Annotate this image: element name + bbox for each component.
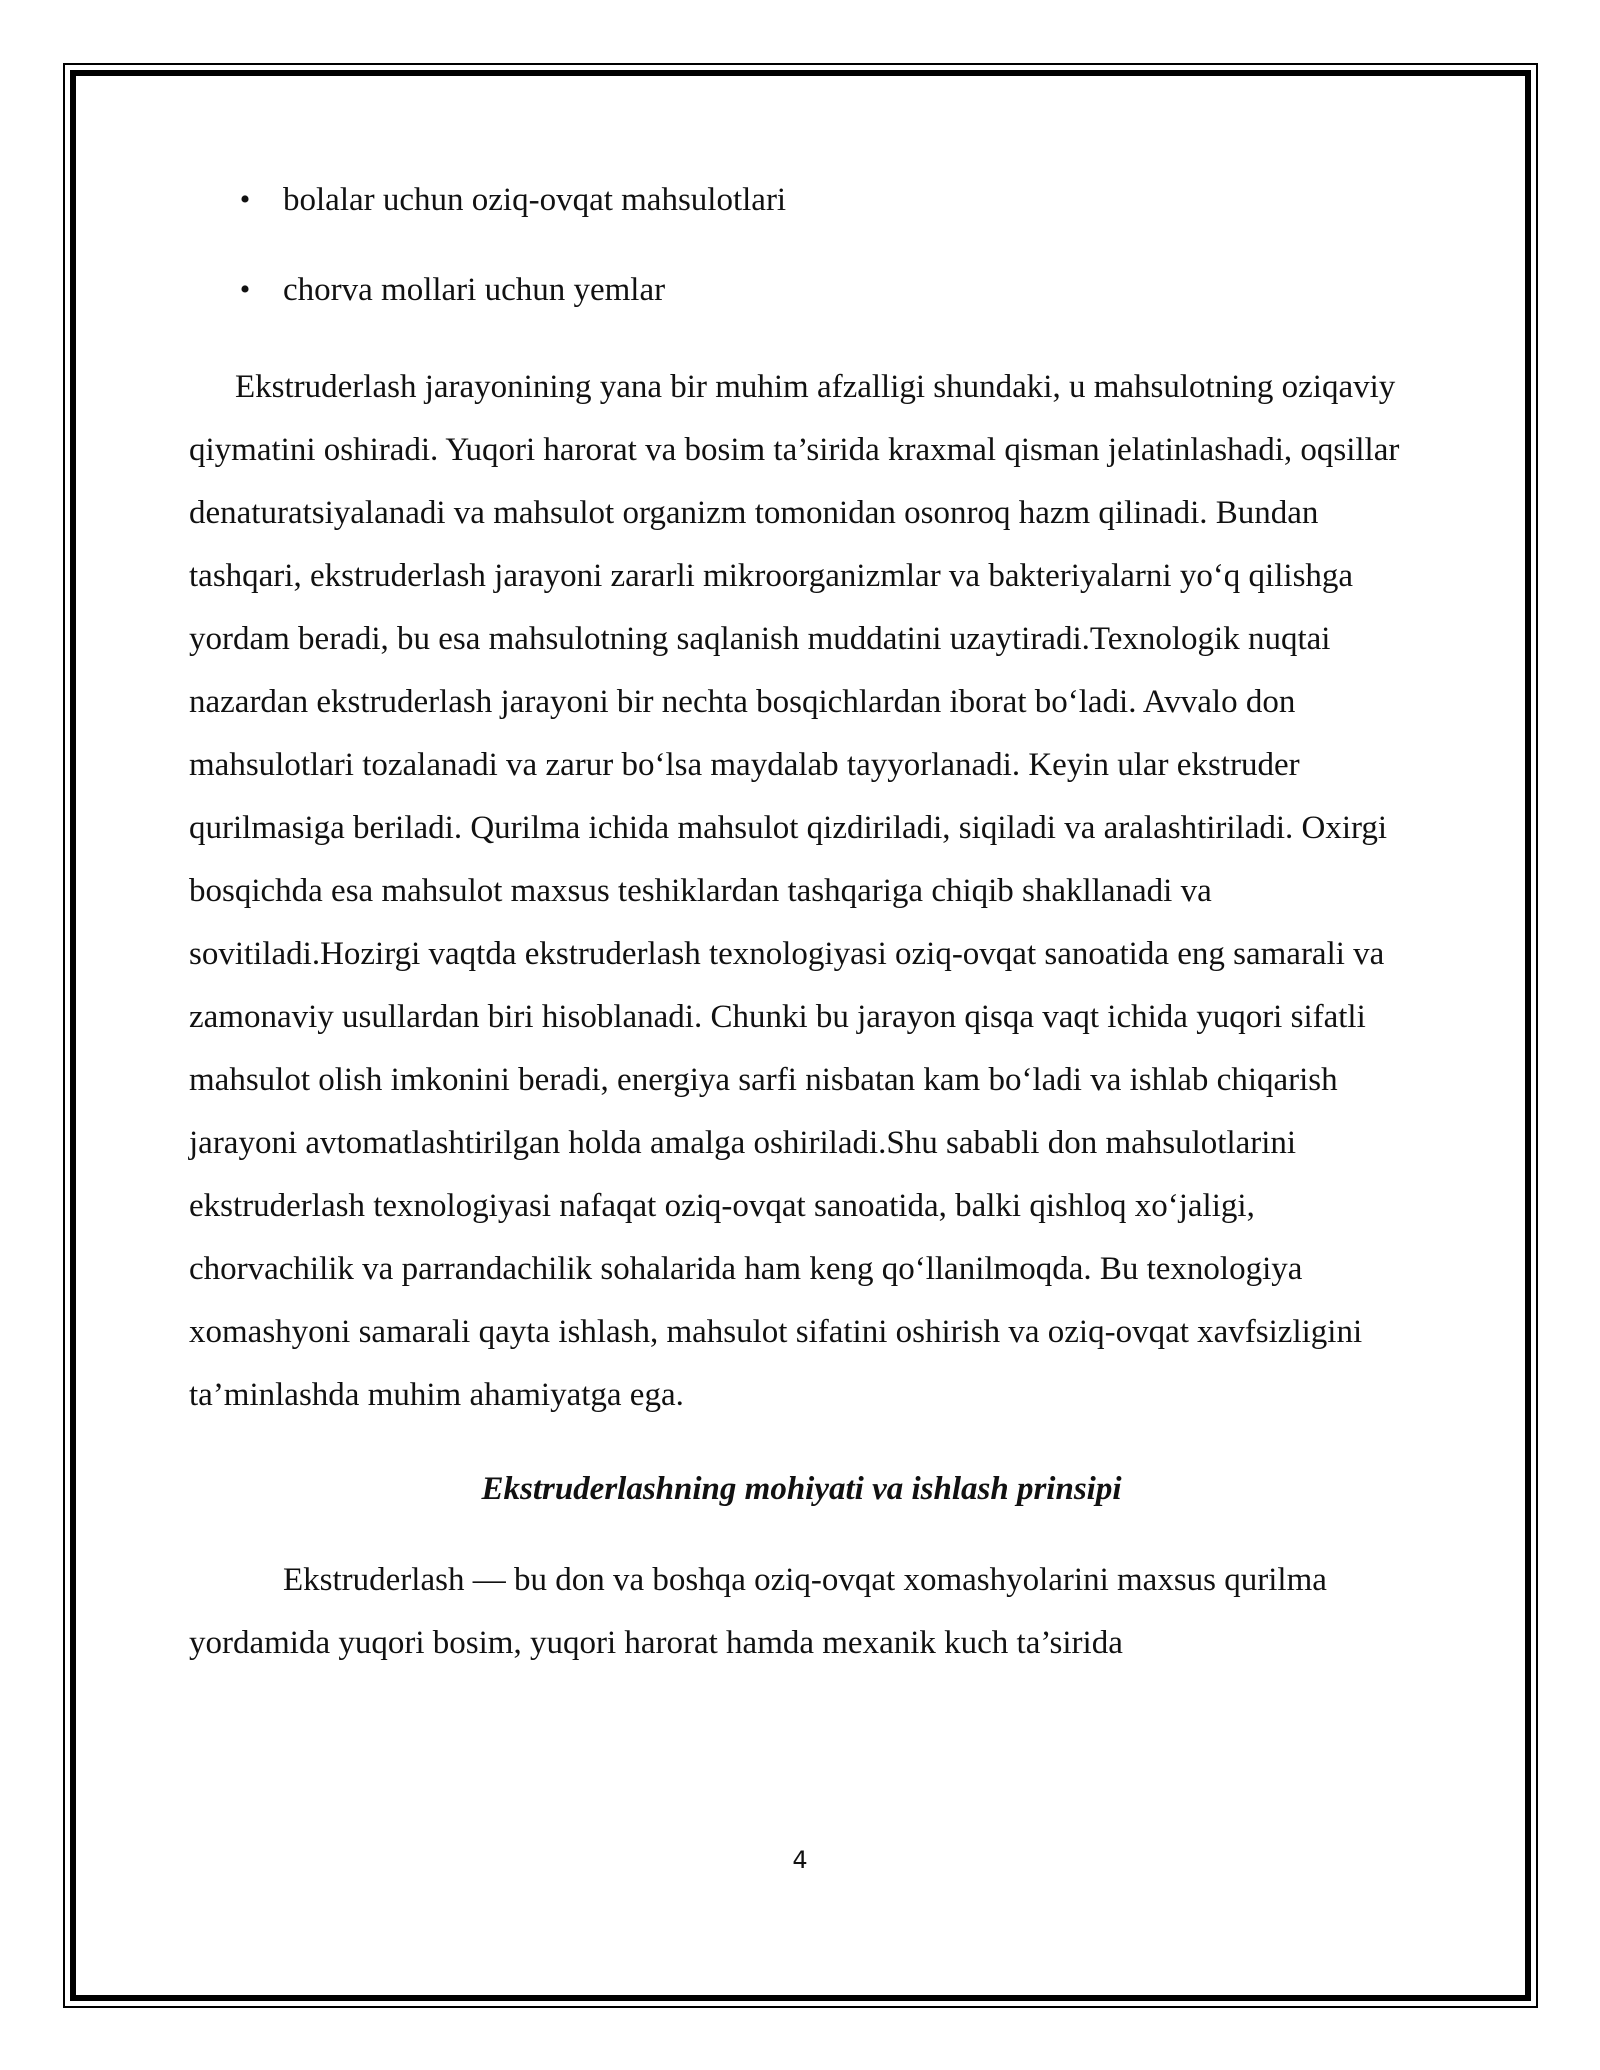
document-body (189, 180, 1414, 1675)
list-item-text: chorva mollari uchun yemlar (283, 272, 666, 308)
list-item (189, 270, 1414, 310)
list-item-text: bolalar uchun oziq-ovqat mahsulotlari (283, 182, 787, 218)
section-heading: Ekstruderlashning mohiyati va ishlash prinsipi (481, 1471, 1122, 1507)
body-paragraph: Ekstruderlash — bu don va boshqa oziq-ovqat xomashyolarini maxsus qurilma yordamida yuqori bosim, yuqori harorat hamda mexanik kuch ta’sirida (189, 1562, 1327, 1661)
bullet-icon: • (239, 273, 251, 306)
body-paragraph: Ekstruderlash jarayonining yana bir muhim afzalligi shundaki, u mahsulotning oziqaviy qiymatini oshiradi. Yuqori harorat va bosim ta’sirida kraxmal qisman jelatinlashadi, oqsillar denaturatsiyalanadi va mahsulot organizm tomonidan osonroq hazm qilinadi. Bundan tashqari, ekstruderlash jarayoni zararli mikroorganizmlar va bakteriyalarni yo‘q qilishga yordam beradi, bu esa mahsulotning saqlanish muddatini uzaytiradi.Texnologik nuqtai nazardan ekstruderlash jarayoni bir nechta bosqichlardan iborat bo‘ladi. Avvalo don mahsulotlari tozalanadi va zarur bo‘lsa maydalab tayyorlanadi. Keyin ular ekstruder qurilmasiga beriladi. Qurilma ichida mahsulot qizdiriladi, siqiladi va aralashtiriladi. Oxirgi bosqichda esa mahsulot maxsus teshiklardan tashqariga chiqib shakllanadi va sovitiladi.Hozirgi vaqtda ekstruderlash texnologiyasi oziq-ovqat sanoatida eng samarali va zamonaviy usullardan biri hisoblanadi. Chunki bu jarayon qisqa vaqt ichida yuqori sifatli mahsulot olish imkonini beradi, energiya sarfi nisbatan kam bo‘ladi va ishlab chiqarish jarayoni avtomatlashtirilgan holda amalga oshiriladi.Shu sababli don mahsulotlarini ekstruderlash texnologiyasi nafaqat oziq-ovqat sanoatida, balki qishloq xo‘jaligi, chorvachilik va parrandachilik sohalarida ham keng qo‘llanilmoqda. Bu texnologiya xomashyoni samarali qayta ishlash, mahsulot sifatini oshirish va oziq-ovqat xavfsizligini ta’minlashda muhim ahamiyatga ega. (189, 369, 1400, 1413)
bullet-list (189, 180, 1414, 310)
page-number: 4 (792, 1846, 808, 1874)
list-item (189, 180, 1414, 220)
bullet-icon: • (239, 183, 251, 216)
